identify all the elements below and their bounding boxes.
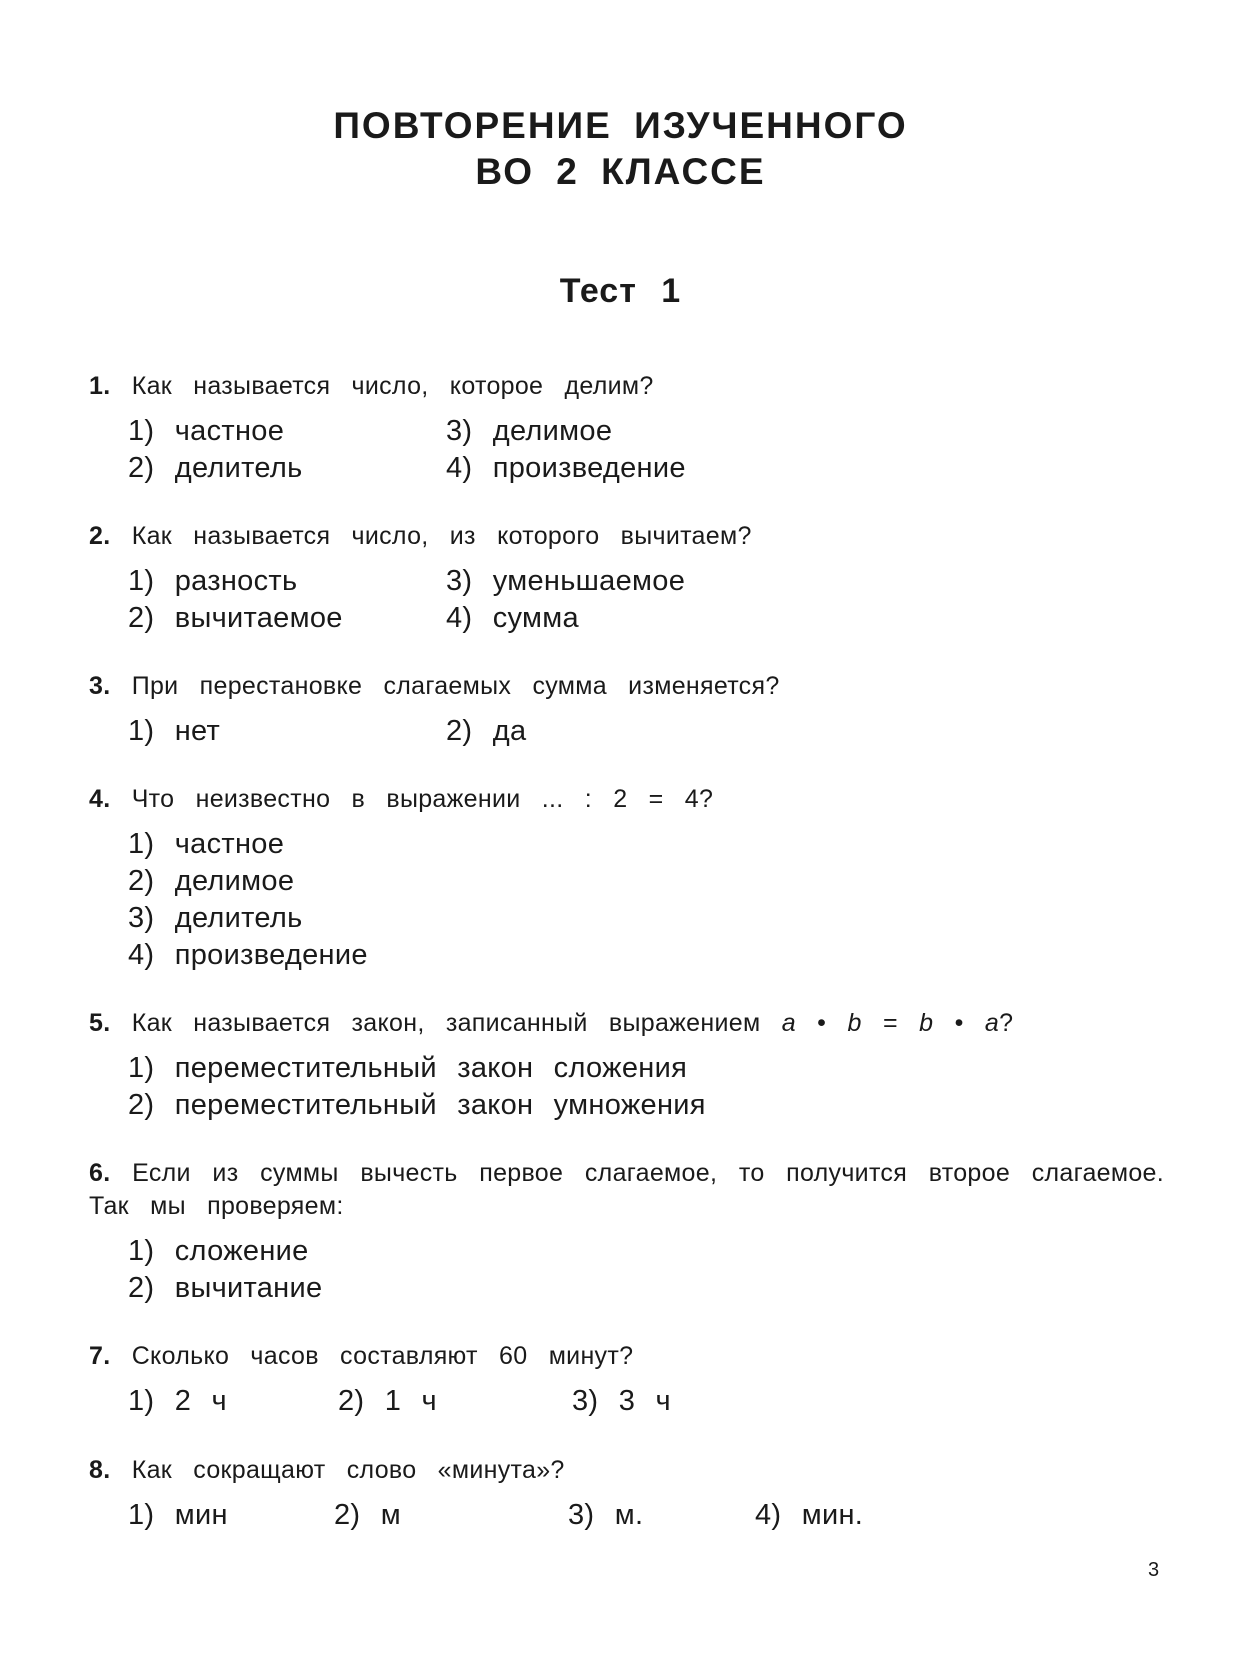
answer-option[interactable]: 1) переместительный закон сложения [128,1052,688,1084]
answer-option[interactable]: 2) вычитаемое [128,602,343,634]
question-8 [89,1454,1164,1487]
answer-option[interactable]: 3) уменьшаемое [446,565,686,597]
answer-option[interactable]: 2) делитель [128,452,303,484]
answer-option[interactable]: 4) произведение [446,452,686,484]
answer-option[interactable]: 2) вычитание [128,1272,323,1304]
answer-option[interactable]: 1) нет [128,715,221,747]
question-number: 2. [89,522,111,550]
question-number: 5. [89,1009,111,1037]
question-mark: ? [999,1009,1014,1037]
answer-option[interactable]: 2) да [446,715,527,747]
question-number: 4. [89,785,111,813]
question-text: Как называется число, которое делим? [131,372,654,400]
question-text: Как называется число, из которого вычитаем? [131,522,752,550]
question-4 [89,783,1164,816]
question-number: 3. [89,672,111,700]
page-title-line-2: ВО 2 КЛАССЕ [475,151,766,192]
answer-option[interactable]: 3) м. [568,1499,644,1531]
question-text: Сколько часов составляют 60 минут? [131,1342,634,1370]
answer-option[interactable]: 3) 3 ч [572,1385,671,1417]
question-7 [89,1340,1164,1373]
answer-option[interactable]: 3) делитель [128,902,303,934]
multiply-dot: • [954,1009,964,1037]
multiply-dot: • [817,1009,827,1037]
question-number: 1. [89,372,111,400]
formula-var-a: a [781,1009,796,1037]
question-3 [89,670,1164,703]
question-number: 6. [89,1159,111,1187]
question-text: Как сокращают слово «минута»? [131,1456,565,1484]
page-number: 3 [1148,1559,1160,1581]
question-2 [89,520,1164,553]
answer-option[interactable]: 2) 1 ч [338,1385,437,1417]
answer-option[interactable]: 4) сумма [446,602,579,634]
question-5 [89,1007,1164,1040]
formula-var-b: b [919,1009,934,1037]
answer-option[interactable]: 3) делимое [446,415,613,447]
formula-var-b: b [847,1009,862,1037]
test-title: Тест 1 [559,272,682,310]
question-text: Если из суммы вычесть первое слагаемое, то получится второе слагаемое. Так мы проверяем: [89,1159,1165,1220]
question-1 [89,370,1164,403]
question-text: Как называется закон, записанный выражением [131,1009,761,1037]
equals-sign: = [882,1009,898,1037]
answer-option[interactable]: 4) мин. [755,1499,864,1531]
answer-option[interactable]: 1) 2 ч [128,1385,227,1417]
formula [782,1009,1014,1037]
question-6 [89,1157,1164,1223]
answer-option[interactable]: 1) сложение [128,1235,309,1267]
answer-option[interactable]: 2) переместительный закон умножения [128,1089,706,1121]
answer-option[interactable]: 2) м [334,1499,401,1531]
question-text: Что неизвестно в выражении ... : 2 = 4? [131,785,714,813]
answer-option[interactable]: 1) частное [128,415,285,447]
answer-option[interactable]: 4) произведение [128,939,368,971]
question-number: 8. [89,1456,111,1484]
answer-option[interactable]: 2) делимое [128,865,295,897]
formula-var-a: a [984,1009,1000,1037]
page-title-line-1: ПОВТОРЕНИЕ ИЗУЧЕННОГО [333,105,908,146]
answer-option[interactable]: 1) мин [128,1499,228,1531]
answer-option[interactable]: 1) частное [128,828,285,860]
question-text: При перестановке слагаемых сумма изменяется? [131,672,780,700]
answer-option[interactable]: 1) разность [128,565,298,597]
question-number: 7. [89,1342,111,1370]
